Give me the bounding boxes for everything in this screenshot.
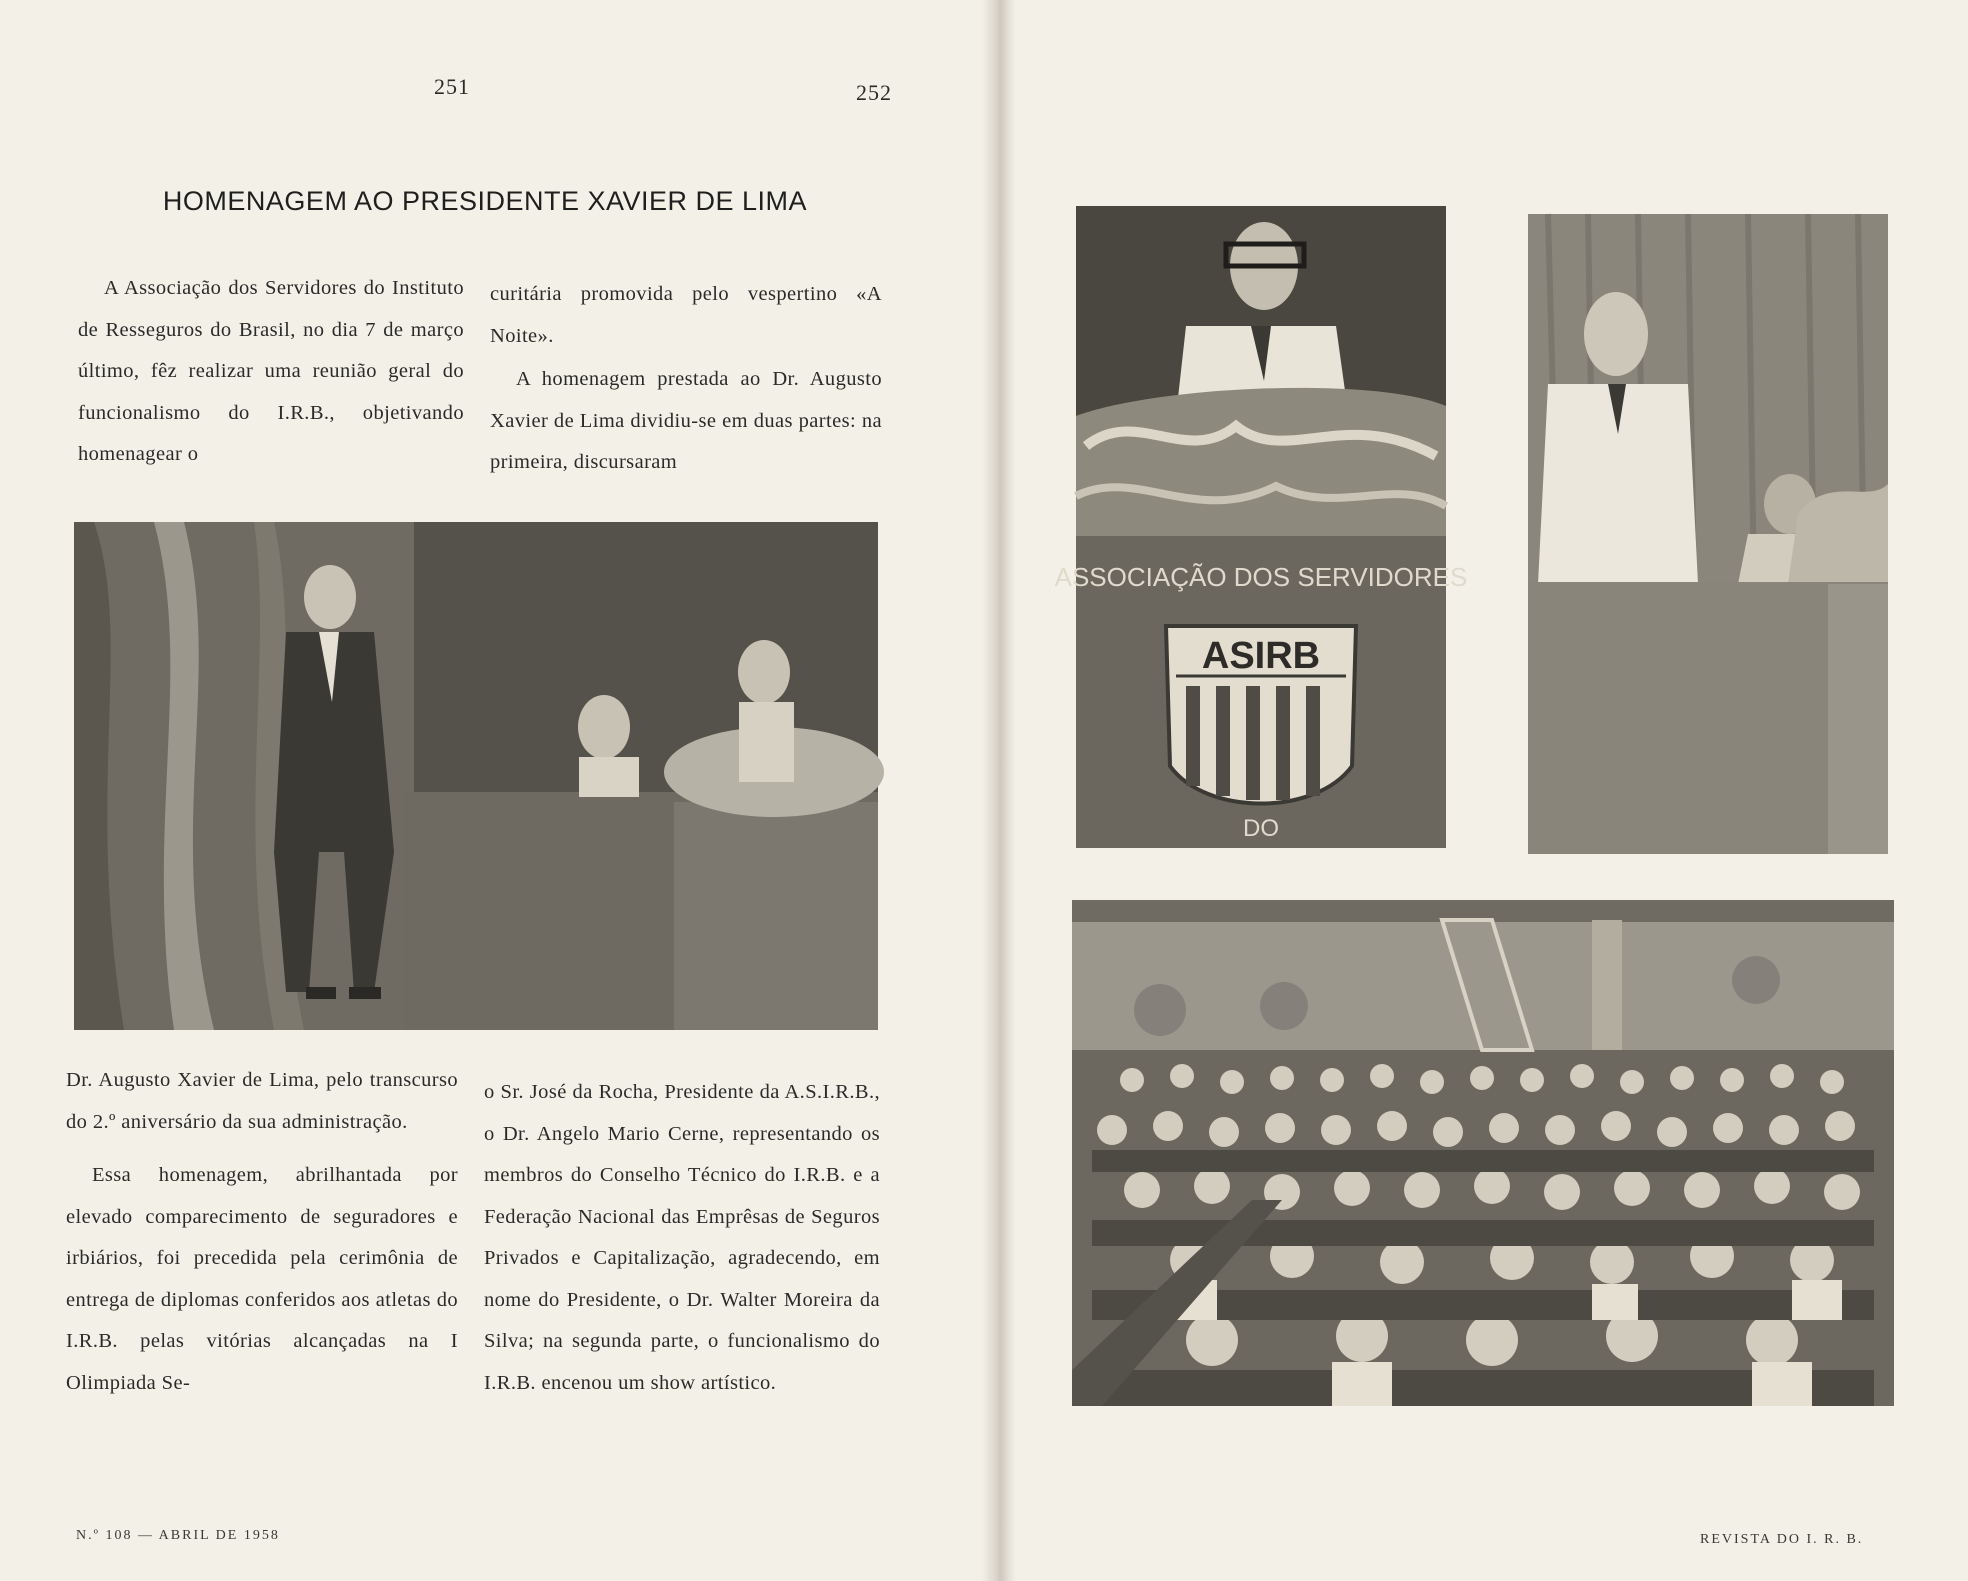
audience-photo [1072,900,1894,1406]
page-number-left: 251 [434,74,470,99]
book-gutter [982,0,1016,1581]
text-column-top-1 [78,268,464,476]
paragraph: curitária promovida pelo vespertino «A Noite». [490,283,882,347]
paragraph: Essa homenagem, abrilhantada por elevado comparecimento de seguradores e irbiários, foi precedida pela cerimônia de entrega de diplomas conferidos aos atletas do I.R.B. pelas vitórias alcançadas na I Olimpiada Se- [66,1164,458,1394]
paragraph: A Associação dos Servidores do Instituto de Resseguros do Brasil, no dia 7 de março último, fêz realizar uma reunião geral do funcionalismo do I.R.B., objetivando homenagear o [78,277,464,465]
banner-top-text: ASSOCIAÇÃO DOS SERVIDORES [1054,562,1468,592]
text-column-top-2 [490,274,882,484]
standing-photo [1528,214,1888,854]
footer-left: N.º 108 — ABRIL DE 1958 [76,1528,280,1543]
paragraph: o Sr. José da Rocha, Presidente da A.S.I.R.B., o Dr. Angelo Mario Cerne, representando os membros do Conselho Técnico do I.R.B. e a Federação Nacional das Emprêsas de Seguros Privados e Capitalização, agradecendo, em nome do Presidente, o Dr. Walter Moreira da Silva; na segunda parte, o funcionalismo do I.R.B. encenou um show artístico. [484,1081,880,1394]
text-column-bottom-2 [484,1072,880,1404]
banner-logo-text: ASIRB [1201,635,1321,677]
text-column-bottom-1 [66,1060,458,1404]
footer-right: REVISTA DO I. R. B. [1700,1532,1864,1547]
banner-bottom-text: DO [1243,815,1279,842]
podium-photo [1054,206,1468,848]
speaker-photo [74,522,878,1030]
paragraph: Dr. Augusto Xavier de Lima, pelo transcurso do 2.º aniversário da sua administração. [66,1069,458,1133]
paragraph: A homenagem prestada ao Dr. Augusto Xavier de Lima dividiu-se em duas partes: na primeira, discursaram [490,368,882,473]
article-title: HOMENAGEM AO PRESIDENTE XAVIER DE LIMA [162,186,808,216]
page-number-right: 252 [856,80,892,105]
